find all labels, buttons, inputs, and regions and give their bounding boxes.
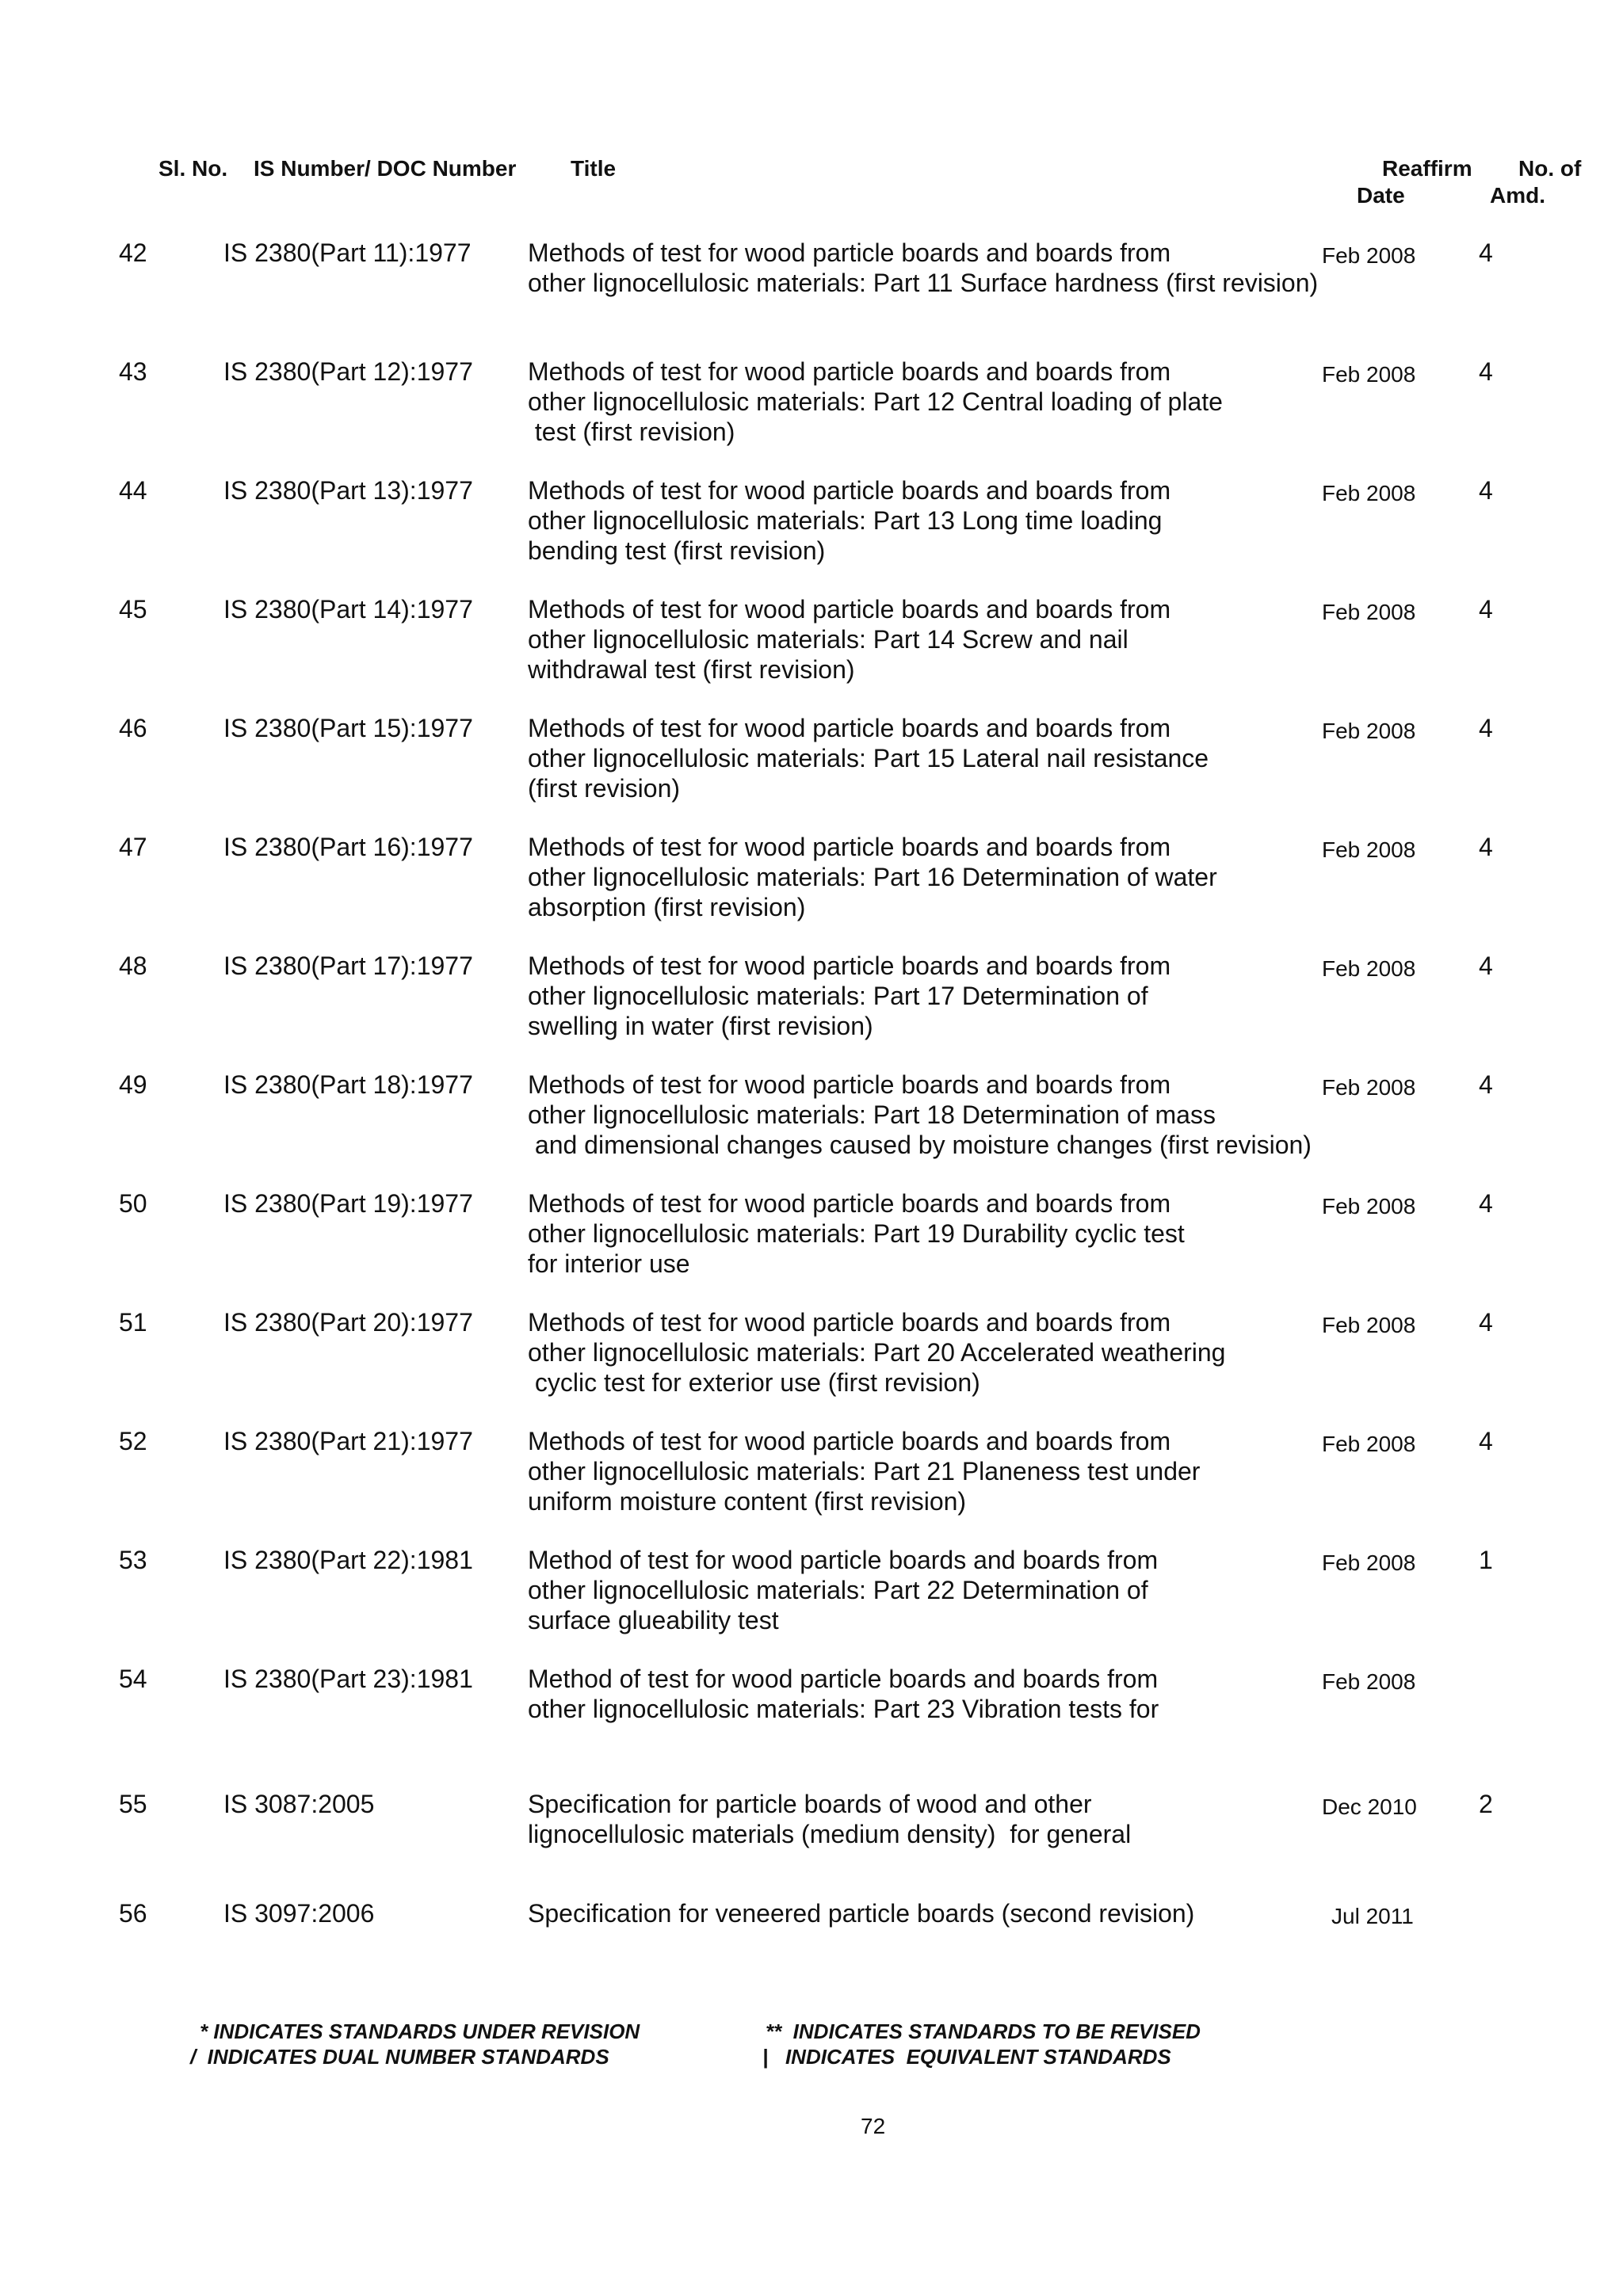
- standard-title: [528, 951, 1400, 1041]
- reaffirm-date: Feb 2008: [1322, 837, 1416, 862]
- table-row: [0, 1426, 1623, 1545]
- title-line: other lignocellulosic materials: Part 17 Determination of: [528, 982, 1148, 1010]
- amendment-count: 2: [1479, 1790, 1493, 1818]
- standard-title: [528, 1664, 1400, 1724]
- sl-no: 55: [119, 1790, 147, 1818]
- header-title: Title: [571, 156, 617, 181]
- title-line: Methods of test for wood particle boards and boards from: [528, 238, 1171, 267]
- title-line: Method of test for wood particle boards and boards from: [528, 1665, 1159, 1693]
- legend-to-be-revised: ** INDICATES STANDARDS TO BE REVISED: [766, 2019, 1201, 2043]
- title-line: other lignocellulosic materials: Part 18 Determination of mass: [528, 1100, 1216, 1129]
- sl-no: 49: [119, 1070, 147, 1099]
- reaffirm-date: Feb 2008: [1322, 1669, 1416, 1694]
- legend-equivalent: | INDICATES EQUIVALENT STANDARDS: [762, 2045, 1171, 2069]
- legend-under-revision: * INDICATES STANDARDS UNDER REVISION: [200, 2019, 640, 2043]
- title-line: Methods of test for wood particle boards and boards from: [528, 1189, 1171, 1218]
- table-row: [0, 1664, 1623, 1783]
- title-line: surface glueability test: [528, 1606, 779, 1634]
- standard-title: [528, 1307, 1400, 1398]
- table-row: [0, 475, 1623, 594]
- table-row: [0, 1070, 1623, 1188]
- is-number: IS 2380(Part 17):1977: [223, 952, 473, 980]
- amendment-count: 4: [1479, 1070, 1493, 1099]
- title-line: Methods of test for wood particle boards and boards from: [528, 714, 1171, 742]
- table-row: [0, 832, 1623, 951]
- is-number: IS 3097:2006: [223, 1899, 375, 1928]
- standard-title: [528, 238, 1400, 298]
- amendment-count: 4: [1479, 1427, 1493, 1455]
- header-no-of: No. of: [1518, 156, 1582, 181]
- title-line: other lignocellulosic materials: Part 21 Planeness test under: [528, 1457, 1201, 1486]
- legend-dual-number: / INDICATES DUAL NUMBER STANDARDS: [190, 2045, 609, 2069]
- is-number: IS 2380(Part 14):1977: [223, 595, 473, 624]
- title-line: uniform moisture content (first revision): [528, 1487, 967, 1516]
- table-row: [0, 1789, 1623, 1908]
- title-line: other lignocellulosic materials: Part 13 Long time loading: [528, 506, 1163, 535]
- title-line: other lignocellulosic materials: Part 16 Determination of water: [528, 863, 1217, 891]
- is-number: IS 2380(Part 15):1977: [223, 714, 473, 742]
- is-number: IS 2380(Part 12):1977: [223, 357, 473, 386]
- title-line: other lignocellulosic materials: Part 19 Durability cyclic test: [528, 1219, 1185, 1248]
- amendment-count: 4: [1479, 238, 1493, 267]
- reaffirm-date: Feb 2008: [1322, 1075, 1416, 1100]
- header-date: Date: [1357, 183, 1405, 208]
- page-number: 72: [861, 2114, 886, 2138]
- is-number: IS 3087:2005: [223, 1790, 375, 1818]
- sl-no: 45: [119, 595, 147, 624]
- table-row: [0, 357, 1623, 475]
- standard-title: [528, 475, 1400, 566]
- standard-title: [528, 594, 1400, 685]
- table-row: [0, 1545, 1623, 1664]
- is-number: IS 2380(Part 22):1981: [223, 1546, 473, 1574]
- title-line: other lignocellulosic materials: Part 12 Central loading of plate: [528, 387, 1223, 416]
- table-row: [0, 1898, 1623, 2017]
- reaffirm-date: Feb 2008: [1322, 1432, 1416, 1456]
- amendment-count: 4: [1479, 1308, 1493, 1337]
- title-line: Method of test for wood particle boards and boards from: [528, 1546, 1159, 1574]
- sl-no: 50: [119, 1189, 147, 1218]
- table-row: [0, 1307, 1623, 1426]
- reaffirm-date: Feb 2008: [1322, 1194, 1416, 1219]
- reaffirm-date: Feb 2008: [1322, 1550, 1416, 1575]
- header-sl-no: Sl. No.: [158, 156, 228, 181]
- sl-no: 53: [119, 1546, 147, 1574]
- standard-title: [528, 1789, 1400, 1849]
- title-line: other lignocellulosic materials: Part 22 Determination of: [528, 1576, 1148, 1604]
- sl-no: 54: [119, 1665, 147, 1693]
- reaffirm-date: Feb 2008: [1322, 956, 1416, 981]
- standard-title: [528, 1070, 1400, 1160]
- title-line: Methods of test for wood particle boards and boards from: [528, 1308, 1171, 1337]
- is-number: IS 2380(Part 23):1981: [223, 1665, 473, 1693]
- standard-title: [528, 1898, 1400, 1928]
- title-line: other lignocellulosic materials: Part 20 Accelerated weathering: [528, 1338, 1226, 1367]
- title-line: swelling in water (first revision): [528, 1012, 873, 1040]
- sl-no: 42: [119, 238, 147, 267]
- amendment-count: 4: [1479, 833, 1493, 861]
- title-line: Methods of test for wood particle boards and boards from: [528, 952, 1171, 980]
- title-line: Methods of test for wood particle boards and boards from: [528, 1427, 1171, 1455]
- title-line: other lignocellulosic materials: Part 15 Lateral nail resistance: [528, 744, 1209, 772]
- sl-no: 43: [119, 357, 147, 386]
- title-line: bending test (first revision): [528, 536, 826, 565]
- header-amd: Amd.: [1490, 183, 1545, 208]
- sl-no: 52: [119, 1427, 147, 1455]
- amendment-count: 1: [1479, 1546, 1493, 1574]
- title-line: withdrawal test (first revision): [528, 655, 855, 684]
- header-is-number: IS Number/ DOC Number: [254, 156, 517, 181]
- title-line: Specification for veneered particle boards (second revision): [528, 1899, 1195, 1928]
- reaffirm-date: Feb 2008: [1322, 719, 1416, 743]
- title-line: absorption (first revision): [528, 893, 806, 921]
- reaffirm-date: Dec 2010: [1322, 1794, 1417, 1819]
- table-row: [0, 1188, 1623, 1307]
- sl-no: 56: [119, 1899, 147, 1928]
- amendment-count: 4: [1479, 1189, 1493, 1218]
- is-number: IS 2380(Part 16):1977: [223, 833, 473, 861]
- amendment-count: 4: [1479, 476, 1493, 505]
- is-number: IS 2380(Part 21):1977: [223, 1427, 473, 1455]
- title-line: Methods of test for wood particle boards and boards from: [528, 833, 1171, 861]
- table-row: [0, 951, 1623, 1070]
- title-line: other lignocellulosic materials: Part 11 Surface hardness (first revision): [528, 269, 1319, 297]
- title-line: and dimensional changes caused by moisture changes (first revision): [528, 1131, 1312, 1159]
- reaffirm-date: Feb 2008: [1322, 1313, 1416, 1337]
- title-line: Methods of test for wood particle boards and boards from: [528, 357, 1171, 386]
- is-number: IS 2380(Part 20):1977: [223, 1308, 473, 1337]
- title-line: other lignocellulosic materials: Part 14 Screw and nail: [528, 625, 1128, 654]
- standard-title: [528, 357, 1400, 447]
- amendment-count: 4: [1479, 357, 1493, 386]
- reaffirm-date: Feb 2008: [1322, 362, 1416, 387]
- standard-title: [528, 1426, 1400, 1516]
- amendment-count: 4: [1479, 595, 1493, 624]
- is-number: IS 2380(Part 13):1977: [223, 476, 473, 505]
- is-number: IS 2380(Part 18):1977: [223, 1070, 473, 1099]
- title-line: Methods of test for wood particle boards and boards from: [528, 595, 1171, 624]
- table-row: [0, 238, 1623, 357]
- reaffirm-date: Feb 2008: [1322, 481, 1416, 505]
- amendment-count: 4: [1479, 714, 1493, 742]
- standard-title: [528, 1188, 1400, 1279]
- title-line: other lignocellulosic materials: Part 23 Vibration tests for: [528, 1695, 1159, 1723]
- standard-title: [528, 832, 1400, 922]
- standard-title: [528, 1545, 1400, 1635]
- reaffirm-date: Jul 2011: [1331, 1904, 1414, 1928]
- header-reaffirm: Reaffirm: [1382, 156, 1472, 181]
- sl-no: 47: [119, 833, 147, 861]
- standard-title: [528, 713, 1400, 803]
- title-line: Specification for particle boards of wood and other: [528, 1790, 1092, 1818]
- title-line: test (first revision): [528, 418, 735, 446]
- reaffirm-date: Feb 2008: [1322, 600, 1416, 624]
- title-line: lignocellulosic materials (medium density) for general: [528, 1820, 1132, 1848]
- title-line: cyclic test for exterior use (first revision): [528, 1368, 980, 1397]
- reaffirm-date: Feb 2008: [1322, 243, 1416, 268]
- table-row: [0, 594, 1623, 713]
- title-line: Methods of test for wood particle boards and boards from: [528, 476, 1171, 505]
- sl-no: 44: [119, 476, 147, 505]
- is-number: IS 2380(Part 19):1977: [223, 1189, 473, 1218]
- title-line: Methods of test for wood particle boards and boards from: [528, 1070, 1171, 1099]
- amendment-count: 4: [1479, 952, 1493, 980]
- title-line: (first revision): [528, 774, 681, 803]
- table-row: [0, 713, 1623, 832]
- sl-no: 51: [119, 1308, 147, 1337]
- is-number: IS 2380(Part 11):1977: [223, 238, 472, 267]
- title-line: for interior use: [528, 1249, 690, 1278]
- sl-no: 48: [119, 952, 147, 980]
- sl-no: 46: [119, 714, 147, 742]
